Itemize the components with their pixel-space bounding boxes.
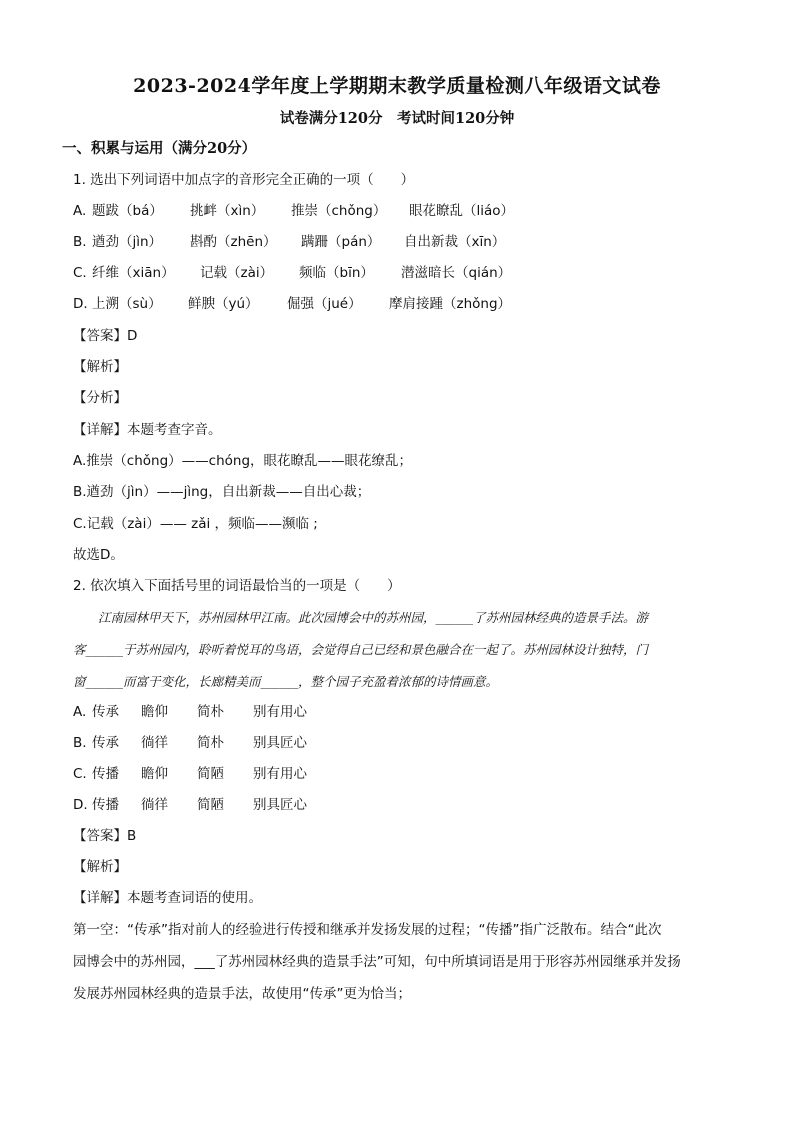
option-item: 别有用心 xyxy=(253,766,307,782)
q1-answer: 【答案】D xyxy=(73,328,138,344)
option-item: 徜徉 xyxy=(141,735,168,751)
option-item: 简朴 xyxy=(197,735,224,751)
option-item: 鲜腴（yú） xyxy=(188,296,259,312)
option-label: B. xyxy=(73,735,87,751)
option-item: 纤维（xiān） xyxy=(92,265,175,281)
q1-explanation-b: B.遒劲（jìn）——jìng，自出新裁——自出心裁； xyxy=(73,484,371,500)
option-label: C. xyxy=(73,265,87,281)
option-item: 徜徉 xyxy=(141,797,168,813)
option-item: 瞻仰 xyxy=(141,766,168,782)
exam-title: 2023-2024学年度上学期期末教学质量检测八年级语文试卷 xyxy=(133,75,661,97)
option-item: 潜滋暗长（qián） xyxy=(401,265,512,281)
option-item: 瞻仰 xyxy=(141,704,168,720)
q2-passage-line: 客______于苏州园内，聆听着悦耳的鸟语，会觉得自己已经和景色融合在一起了。苏州园林设计独特，门 xyxy=(73,642,649,657)
option-label: C. xyxy=(73,766,87,782)
exam-subtitle: 试卷满分120分 考试时间120分钟 xyxy=(279,110,515,127)
option-item: 斟酌（zhēn） xyxy=(190,234,277,250)
option-item: 遒劲（jìn） xyxy=(92,234,163,250)
option-label: D. xyxy=(73,797,88,813)
option-item: 挑衅（xìn） xyxy=(190,203,265,219)
q1-explanation-c: C.记载（zài）—— zǎi ，频临——濒临 ; xyxy=(73,516,318,532)
q2-explanation-line: 发展苏州园林经典的造景手法，故使用“传承”更为恰当； xyxy=(73,986,411,1002)
option-item: 摩肩接踵（zhǒng） xyxy=(389,296,512,312)
q1-explanation-a: A.推崇（chǒng）——chóng，眼花瞭乱——眼花缭乱； xyxy=(73,453,413,469)
option-item: 传播 xyxy=(92,766,119,782)
option-item: 传播 xyxy=(92,797,119,813)
option-item: 上溯（sù） xyxy=(92,296,162,312)
q2-explanation-line: 第一空：“传承”指对前人的经验进行传授和继承并发扬发展的过程；“传播”指广泛散布。结合“此次 xyxy=(73,922,662,938)
q1-stem: 1. 选出下列词语中加点字的音形完全正确的一项（ ） xyxy=(73,172,415,188)
option-item: 简朴 xyxy=(197,704,224,720)
option-item: 别具匠心 xyxy=(253,735,307,751)
option-label: B. xyxy=(73,234,87,250)
section-heading: 一、积累与运用（满分20分） xyxy=(62,140,257,157)
option-label: A. xyxy=(73,704,87,720)
q1-detail: 【详解】本题考查字音。 xyxy=(73,422,222,438)
q2-explanation-line: 园博会中的苏州园，___了苏州园林经典的造景手法”可知，句中所填词语是用于形容苏州园继承并发扬 xyxy=(73,954,681,970)
q2-answer: 【答案】B xyxy=(73,828,137,844)
option-item: 倔强（jué） xyxy=(287,296,362,312)
option-item: 别具匠心 xyxy=(253,797,307,813)
q2-jiexi-heading: 【解析】 xyxy=(73,859,127,875)
q2-stem: 2. 依次填入下面括号里的词语最恰当的一项是（ ） xyxy=(73,578,401,594)
option-item: 题跋（bá） xyxy=(92,203,163,219)
q2-passage-line: 窗______而富于变化，长廊精美而______，整个园子充盈着浓郁的诗情画意。 xyxy=(73,674,499,689)
option-item: 别有用心 xyxy=(253,704,307,720)
option-item: 自出新裁（xīn） xyxy=(404,234,506,250)
option-item: 传承 xyxy=(92,735,119,751)
option-item: 记载（zài） xyxy=(200,265,274,281)
option-item: 简陋 xyxy=(197,766,224,782)
option-item: 频临（bīn） xyxy=(299,265,374,281)
q2-detail: 【详解】本题考查词语的使用。 xyxy=(73,890,262,906)
q1-conclusion: 故选D。 xyxy=(73,547,124,563)
option-item: 传承 xyxy=(92,704,119,720)
q2-passage-line: 江南园林甲天下，苏州园林甲江南。此次园博会中的苏州园，______了苏州园林经典的造景手法。游 xyxy=(98,610,649,625)
option-label: A. xyxy=(73,203,87,219)
q1-fenxi-heading: 【分析】 xyxy=(73,390,127,406)
option-item: 简陋 xyxy=(197,797,224,813)
option-item: 眼花瞭乱（liáo） xyxy=(409,203,515,219)
q1-jiexi-heading: 【解析】 xyxy=(73,359,127,375)
option-item: 推崇（chǒng） xyxy=(291,203,387,219)
option-label: D. xyxy=(73,296,88,312)
option-item: 蹒跚（pán） xyxy=(301,234,381,250)
